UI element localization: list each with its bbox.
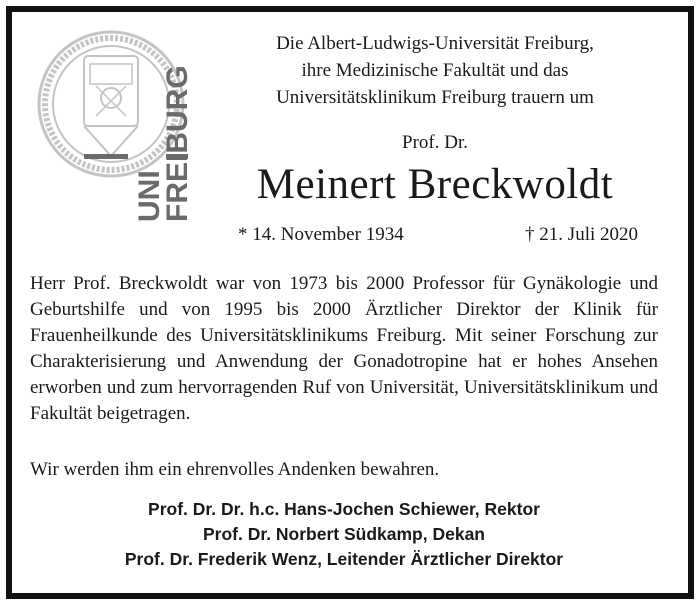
body-line: für Frauenheilkunde des Universitätsklinikums Freiburg. Mit seiner — [30, 299, 658, 346]
signatory: Prof. Dr. Dr. h.c. Hans-Jochen Schiewer, Rektor — [148, 499, 540, 519]
mourning-intro — [200, 30, 670, 111]
logo-bar-left — [84, 154, 128, 159]
signatory: Prof. Dr. Norbert Südkamp, Dekan — [202, 524, 485, 544]
intro-line: ihre Medizinische Fakultät und das — [301, 60, 569, 81]
closing-sentence: Wir werden ihm ein ehrenvolles Andenken bewahren. — [30, 459, 440, 480]
intro-line: Die Albert-Ludwigs-Universität Freiburg, — [276, 33, 594, 54]
signatory: Prof. Dr. Frederik Wenz, Leitender Ärztlicher Direktor — [124, 549, 564, 569]
body-line: Forschung zur Charakterisierung und Anwendung der Gonadotropine — [30, 325, 659, 372]
life-dates — [238, 224, 638, 246]
body-line: hat er hohes Ansehen erworben und zum hervorragenden Ruf von — [30, 351, 658, 398]
birth-date: * 14. November 1934 — [238, 224, 404, 245]
body-line: Universität, Universitätsklinikum und Fakultät beigetragen. — [30, 377, 659, 424]
deceased-name: Meinert Breckwoldt — [256, 161, 614, 208]
uni-freiburg-logo — [26, 26, 196, 226]
body-line: und Geburtshilfe und von 1995 bis 2000 Ärztlicher Direktor der Klinik — [30, 273, 658, 320]
death-date: † 21. Juli 2020 — [525, 224, 638, 245]
body-line: Herr Prof. Breckwoldt war von 1973 bis 2000 Professor für Gynäkologie — [30, 273, 630, 294]
logo-uni-text: UNI — [133, 170, 166, 222]
intro-line: Universitätsklinikum Freiburg trauern um — [276, 87, 594, 108]
biography-text — [30, 271, 658, 427]
signature-block — [30, 497, 658, 572]
logo-freiburg-text: FREIBURG — [161, 65, 194, 222]
academic-title: Prof. Dr. — [402, 132, 468, 153]
